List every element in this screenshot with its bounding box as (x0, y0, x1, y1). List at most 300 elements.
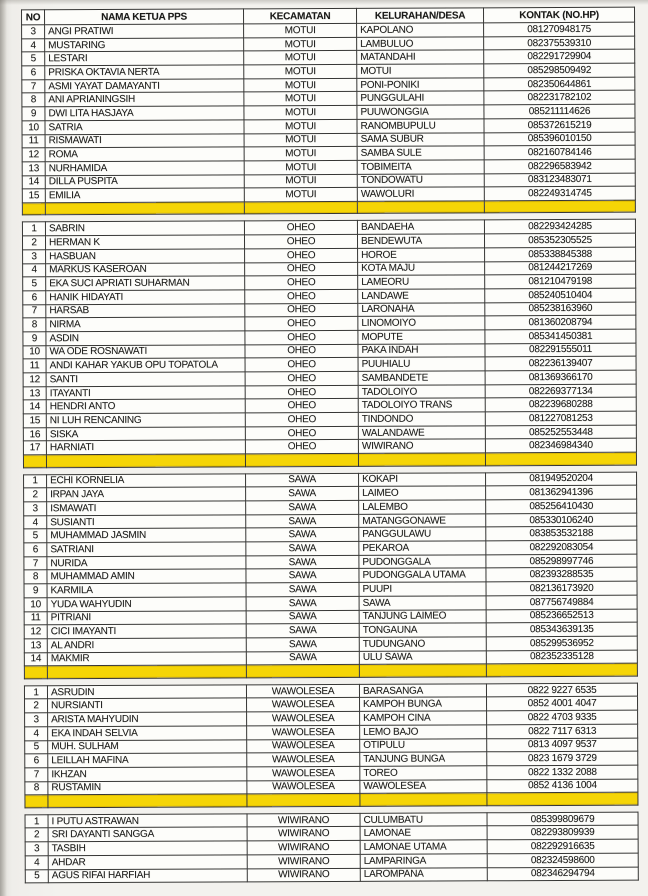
cell-kontak: 082375539310 (484, 36, 635, 50)
cell-kecamatan: WIWIRANO (247, 840, 360, 854)
cell-no: 4 (25, 727, 48, 741)
cell-kelurahan: WAWOLESEA (360, 779, 487, 793)
cell-kecamatan: SAWA (246, 500, 359, 514)
cell-name: ASMI YAYAT DAMAYANTI (45, 79, 244, 94)
cell-name: EMILIA (45, 188, 244, 203)
cell-kontak: 082291555011 (485, 343, 636, 357)
cell-kelurahan: PUNGGULAHI (357, 91, 484, 105)
cell-kelurahan: LAMONAE (360, 826, 487, 840)
cell-name: MUHAMMAD AMIN (47, 569, 246, 584)
cell-kelurahan: PANGGULAWU (359, 527, 486, 541)
cell-kontak: 0813 4097 9537 (487, 738, 638, 752)
separator-cell (244, 201, 357, 214)
cell-kecamatan: OHEO (245, 330, 358, 344)
cell-kelurahan: TONGAUNA (359, 623, 486, 637)
cell-name: HARSAB (46, 303, 245, 318)
cell-name: YUDA WAHYUDIN (47, 597, 246, 612)
cell-kecamatan: MOTUI (244, 105, 357, 119)
cell-no: 3 (25, 842, 48, 856)
cell-kelurahan: BANDAEHA (357, 220, 484, 234)
separator-cell (22, 203, 45, 216)
cell-no: 8 (25, 781, 48, 795)
cell-kelurahan: LAROMPANA (360, 867, 487, 881)
separator-cell (247, 794, 360, 807)
cell-kecamatan: OHEO (245, 371, 358, 385)
cell-kelurahan: CULUMBATU (360, 813, 487, 827)
cell-kontak: 082291729904 (484, 50, 635, 64)
cell-kecamatan: WAWOLESEA (247, 766, 360, 780)
cell-kecamatan: MOTUI (244, 64, 357, 78)
cell-kontak: 082231782102 (484, 91, 635, 105)
section-table-oheo (22, 219, 637, 468)
cell-no: 12 (24, 625, 47, 639)
cell-no: 4 (24, 515, 47, 529)
cell-no: 13 (24, 639, 47, 653)
cell-kelurahan: BENDEWUTA (357, 234, 484, 248)
cell-name: PITRIANI (47, 610, 246, 625)
cell-name: ANI APRIANINGSIH (45, 92, 244, 107)
cell-no: 3 (23, 250, 46, 264)
separator-cell (47, 665, 246, 678)
separator-cell (245, 453, 358, 466)
cell-kelurahan: LINOMOIYO (358, 316, 485, 330)
cell-kecamatan: SAWA (246, 582, 359, 596)
yellow-separator-row (24, 663, 637, 678)
cell-no: 4 (23, 263, 46, 277)
cell-name: ISMAWATI (47, 501, 246, 516)
cell-name: DWI LITA HASJAYA (45, 106, 244, 121)
cell-no: 8 (23, 318, 46, 332)
separator-cell (357, 201, 484, 214)
cell-no: 5 (23, 277, 46, 291)
cell-kontak: 081360208794 (485, 315, 636, 329)
separator-cell (24, 666, 47, 679)
cell-kelurahan: TINDONDO (358, 412, 485, 426)
cell-name: SATRIA (45, 120, 244, 135)
cell-kontak: 085396010150 (484, 132, 635, 146)
cell-no: 14 (23, 400, 46, 414)
column-header: NO (22, 10, 45, 25)
cell-no: 12 (23, 373, 46, 387)
cell-name: LEILLAH MAFINA (48, 753, 247, 768)
cell-no: 1 (24, 474, 47, 488)
cell-kecamatan: MOTUI (244, 92, 357, 106)
yellow-separator-row (25, 792, 638, 807)
cell-no: 9 (22, 107, 45, 121)
cell-kecamatan: OHEO (245, 276, 358, 290)
cell-kelurahan: PUUWONGGIA (357, 105, 484, 119)
cell-kontak: 082236139407 (485, 356, 636, 370)
yellow-separator-row (22, 200, 635, 215)
cell-no: 14 (22, 175, 45, 189)
cell-kecamatan: SAWA (246, 637, 359, 651)
separator-cell (48, 794, 247, 807)
cell-kecamatan: OHEO (245, 358, 358, 372)
cell-kontak: 085399809679 (487, 812, 638, 826)
cell-kontak: 081362941396 (486, 485, 637, 499)
cell-name: ROMA (45, 147, 244, 162)
cell-no: 5 (24, 529, 47, 543)
cell-kecamatan: SAWA (246, 569, 359, 583)
separator-cell (359, 664, 486, 677)
cell-no: 11 (23, 359, 46, 373)
cell-name: ANDI KAHAR YAKUB OPU TOPATOLA (46, 358, 245, 373)
cell-name: WA ODE ROSNAWATI (46, 344, 245, 359)
cell-kelurahan: PUUPI (359, 582, 486, 596)
cell-kecamatan: WIWIRANO (247, 868, 360, 882)
cell-kontak: 0822 1332 2088 (487, 765, 638, 779)
cell-kelurahan: PUUHIALU (358, 357, 485, 371)
cell-kelurahan: KOKAPI (359, 472, 486, 486)
cell-kelurahan: BARASANGA (359, 684, 486, 698)
cell-no: 17 (23, 441, 46, 455)
cell-name: SUSIANTI (47, 515, 246, 530)
cell-kecamatan: SAWA (246, 610, 359, 624)
cell-kontak: 082293809939 (487, 826, 638, 840)
cell-name: RISMAWATI (45, 133, 244, 148)
cell-kelurahan: TADOLOIYO (358, 385, 485, 399)
cell-kelurahan: TUDUNGANO (359, 637, 486, 651)
cell-no: 9 (24, 584, 47, 598)
cell-kontak: 082293424285 (484, 220, 635, 234)
cell-kontak: 082160784146 (484, 145, 635, 159)
cell-kontak: 085211114626 (484, 104, 635, 118)
cell-kecamatan: WAWOLESEA (246, 684, 359, 698)
section-table-wiwirano (25, 811, 639, 883)
cell-kontak: 085298997746 (486, 554, 637, 568)
cell-name: NURIDA (47, 556, 246, 571)
cell-no: 5 (25, 869, 48, 883)
cell-no: 8 (24, 570, 47, 584)
cell-kecamatan: WAWOLESEA (247, 780, 360, 794)
cell-no: 7 (24, 556, 47, 570)
cell-kontak: 085341450381 (485, 329, 636, 343)
separator-cell (484, 200, 635, 213)
cell-name: NURSIANTI (48, 698, 247, 713)
cell-kecamatan: MOTUI (244, 51, 357, 65)
cell-no: 3 (25, 713, 48, 727)
cell-kontak: 085299536952 (486, 636, 637, 650)
cell-no: 2 (22, 236, 45, 250)
cell-kontak: 082346984340 (485, 439, 636, 453)
cell-no: 6 (25, 754, 48, 768)
cell-kontak: 085330106240 (486, 513, 637, 527)
cell-no: 1 (24, 685, 47, 699)
cell-kelurahan: LANDAWE (358, 289, 485, 303)
cell-kelurahan: MATANGGONAWE (359, 514, 486, 528)
cell-name: PRISKA OKTAVIA NERTA (45, 65, 244, 80)
cell-name: MUHAMMAD JASMIN (47, 528, 246, 543)
cell-kelurahan: HOROE (358, 248, 485, 262)
cell-kontak: 082249314745 (484, 186, 635, 200)
cell-kecamatan: OHEO (244, 234, 357, 248)
cell-kelurahan: KAMPOH BUNGA (360, 697, 487, 711)
cell-kecamatan: MOTUI (244, 160, 357, 174)
cell-kecamatan: SAWA (246, 555, 359, 569)
cell-kecamatan: WAWOLESEA (247, 698, 360, 712)
cell-no: 1 (25, 814, 48, 828)
cell-no: 11 (24, 611, 47, 625)
separator-cell (45, 202, 244, 215)
cell-name: HERMAN K (45, 235, 244, 250)
cell-name: EKA SUCI APRIATI SUHARMAN (46, 276, 245, 291)
cell-kontak: 082292916635 (487, 839, 638, 853)
cell-kecamatan: OHEO (245, 426, 358, 440)
cell-kontak: 087756749884 (486, 595, 637, 609)
cell-kecamatan: SAWA (246, 651, 359, 665)
cell-name: MUSTARING (45, 38, 244, 53)
cell-kecamatan: MOTUI (244, 78, 357, 92)
separator-cell (487, 792, 638, 805)
separator-cell (246, 665, 359, 678)
cell-kontak: 082296583942 (484, 159, 635, 173)
cell-kelurahan: MOPUTE (358, 330, 485, 344)
cell-kecamatan: WIWIRANO (247, 854, 360, 868)
cell-no: 2 (24, 488, 47, 502)
cell-kelurahan: LALEMBO (359, 500, 486, 514)
cell-kontak: 085240510404 (485, 288, 636, 302)
cell-kecamatan: MOTUI (244, 23, 357, 37)
cell-name: RUSTAMIN (48, 780, 247, 795)
table-row (25, 867, 638, 883)
cell-kontak: 0852 4136 1004 (487, 779, 638, 793)
separator-cell (360, 793, 487, 806)
cell-name: MUH. SULHAM (48, 739, 247, 754)
cell-kecamatan: OHEO (245, 412, 358, 426)
cell-no: 15 (22, 189, 45, 203)
cell-kontak: 082324598600 (487, 853, 638, 867)
cell-kelurahan: LAMONAE UTAMA (360, 840, 487, 854)
cell-name: HANIK HIDAYATI (46, 290, 245, 305)
cell-kontak: 082239680288 (485, 398, 636, 412)
cell-no: 15 (23, 414, 46, 428)
cell-name: IKHZAN (48, 767, 247, 782)
cell-no: 11 (22, 134, 45, 148)
cell-kelurahan: MATANDAHI (357, 50, 484, 64)
cell-kecamatan: MOTUI (244, 188, 357, 202)
cell-no: 9 (23, 332, 46, 346)
cell-kontak: 081227081253 (485, 411, 636, 425)
cell-kecamatan: SAWA (246, 541, 359, 555)
cell-name: DILLA PUSPITA (45, 174, 244, 189)
cell-kontak: 0823 1679 3729 (487, 751, 638, 765)
cell-kelurahan: LAMPARINGA (360, 854, 487, 868)
cell-no: 6 (23, 291, 46, 305)
separator-cell (46, 454, 245, 467)
cell-kontak: 0852 4001 4047 (487, 697, 638, 711)
cell-kontak: 082269377134 (485, 384, 636, 398)
cell-kelurahan: PAKA INDAH (358, 343, 485, 357)
cell-kontak: 0822 4703 9335 (487, 710, 638, 724)
cell-kontak: 085343639135 (486, 622, 637, 636)
cell-kontak: 085352305525 (484, 233, 635, 247)
separator-cell (358, 453, 485, 466)
cell-no: 6 (24, 543, 47, 557)
cell-name: HENDRI ANTO (46, 399, 245, 414)
cell-kecamatan: MOTUI (244, 119, 357, 133)
cell-name: LESTARI (45, 51, 244, 66)
cell-no: 10 (22, 121, 45, 135)
cell-kelurahan: PUDONGGALA UTAMA (359, 568, 486, 582)
cell-kelurahan: PUDONGGALA (359, 555, 486, 569)
cell-name: ANGI PRATIWI (45, 24, 244, 39)
cell-kelurahan: TONDOWATU (357, 173, 484, 187)
cell-kecamatan: WIWIRANO (247, 813, 360, 827)
cell-kecamatan: OHEO (244, 221, 357, 235)
column-header: KELURAHAN/DESA (357, 8, 484, 24)
cell-kecamatan: OHEO (245, 440, 358, 454)
cell-no: 13 (23, 386, 46, 400)
cell-name: SRI DAYANTI SANGGA (48, 827, 247, 842)
cell-name: AGUS RIFAI HARFIAH (48, 868, 247, 883)
cell-kelurahan: LAMEORU (358, 275, 485, 289)
cell-name: MARKUS KASEROAN (46, 262, 245, 277)
cell-name: ARISTA MAHYUDIN (48, 712, 247, 727)
cell-name: IRPAN JAYA (47, 487, 246, 502)
cell-kecamatan: WIWIRANO (247, 827, 360, 841)
cell-kontak: 082352335128 (486, 650, 637, 664)
cell-kecamatan: SAWA (246, 473, 359, 487)
cell-no: 5 (22, 52, 45, 66)
cell-name: ASRUDIN (47, 685, 246, 700)
cell-name: AL ANDRI (47, 638, 246, 653)
cell-kontak: 082393288535 (486, 568, 637, 582)
cell-kecamatan: OHEO (245, 262, 358, 276)
cell-kelurahan: TANJUNG LAIMEO (359, 609, 486, 623)
cell-kecamatan: MOTUI (244, 147, 357, 161)
cell-kecamatan: WAWOLESEA (247, 753, 360, 767)
cell-no: 1 (22, 222, 45, 236)
cell-kelurahan: LAIMEO (359, 486, 486, 500)
cell-no: 3 (24, 502, 47, 516)
cell-no: 4 (25, 856, 48, 870)
cell-kecamatan: MOTUI (244, 174, 357, 188)
cell-kecamatan: WAWOLESEA (247, 739, 360, 753)
cell-no: 7 (22, 79, 45, 93)
cell-kelurahan: WALANDAWE (358, 426, 485, 440)
cell-kelurahan: PEKAROA (359, 541, 486, 555)
cell-kontak: 085236652513 (486, 609, 637, 623)
cell-name: MAKMIR (47, 651, 246, 666)
cell-kelurahan: KOTA MAJU (358, 261, 485, 275)
cell-kontak: 083123483071 (484, 173, 635, 187)
cell-kelurahan: RANOMBUPULU (357, 119, 484, 133)
column-header: KONTAK (NO.HP) (484, 7, 635, 23)
cell-kelurahan: ULU SAWA (359, 650, 486, 664)
cell-kecamatan: WAWOLESEA (247, 711, 360, 725)
cell-no: 2 (25, 828, 48, 842)
cell-kecamatan: MOTUI (244, 37, 357, 51)
cell-no: 7 (23, 304, 46, 318)
cell-no: 3 (22, 25, 45, 39)
cell-kecamatan: OHEO (245, 317, 358, 331)
cell-kelurahan: SAMBA SULE (357, 146, 484, 160)
cell-kecamatan: OHEO (245, 248, 358, 262)
cell-no: 16 (23, 427, 46, 441)
cell-kelurahan: LARONAHA (358, 302, 485, 316)
cell-name: I PUTU ASTRAWAN (48, 814, 247, 829)
cell-kecamatan: SAWA (246, 528, 359, 542)
cell-kelurahan: TANJUNG BUNGA (360, 752, 487, 766)
cell-no: 10 (24, 598, 47, 612)
cell-name: SANTI (46, 372, 245, 387)
cell-name: SISKA (46, 427, 245, 442)
cell-no: 2 (25, 699, 48, 713)
cell-kecamatan: OHEO (245, 303, 358, 317)
cell-name: KARMILA (47, 583, 246, 598)
cell-kelurahan: TOBIMEITA (357, 160, 484, 174)
cell-kelurahan: PONI-PONIKI (357, 78, 484, 92)
cell-kelurahan: SAWA (359, 596, 486, 610)
cell-kontak: 081270948175 (484, 22, 635, 36)
cell-kontak: 081949520204 (486, 472, 637, 486)
cell-no: 7 (25, 768, 48, 782)
cell-kecamatan: OHEO (245, 344, 358, 358)
cell-kecamatan: OHEO (245, 399, 358, 413)
cell-kontak: 0822 7117 6313 (487, 724, 638, 738)
section-table-wawolesea (24, 682, 639, 808)
cell-kelurahan: LEMO BAJO (360, 725, 487, 739)
cell-kecamatan: SAWA (246, 487, 359, 501)
cell-kontak: 085238163960 (485, 302, 636, 316)
cell-name: AHDAR (48, 855, 247, 870)
cell-no: 5 (25, 740, 48, 754)
cell-name: HASBUAN (46, 249, 245, 264)
cell-kecamatan: SAWA (246, 596, 359, 610)
pps-contact-table (21, 7, 639, 890)
cell-name: TASBIH (48, 841, 247, 856)
cell-kelurahan: SAMA SUBUR (357, 132, 484, 146)
cell-kecamatan: OHEO (245, 289, 358, 303)
cell-name: ECHI KORNELIA (47, 473, 246, 488)
separator-cell (486, 663, 637, 676)
column-header: KECAMATAN (244, 8, 357, 23)
cell-kontak: 082292083054 (486, 540, 637, 554)
cell-kelurahan: TADOLOIYO TRANS (358, 398, 485, 412)
cell-kontak: 082350644861 (484, 77, 635, 91)
cell-kontak: 085372615219 (484, 118, 635, 132)
cell-kontak: 085298509492 (484, 63, 635, 77)
cell-kelurahan: SAMBANDETE (358, 371, 485, 385)
separator-cell (485, 452, 636, 465)
cell-kecamatan: MOTUI (244, 133, 357, 147)
cell-kelurahan: WIWIRANO (358, 439, 485, 453)
cell-kontak: 083853532188 (486, 527, 637, 541)
cell-kelurahan: KAMPOH CINA (360, 711, 487, 725)
cell-kontak: 085338845388 (485, 247, 636, 261)
cell-kelurahan: KAPOLANO (357, 23, 484, 37)
cell-no: 8 (22, 93, 45, 107)
cell-no: 6 (22, 66, 45, 80)
cell-kelurahan: LAMBULUO (357, 37, 484, 51)
cell-kontak: 081369366170 (485, 370, 636, 384)
cell-kontak: 081210479198 (485, 274, 636, 288)
cell-kelurahan: TOREO (360, 766, 487, 780)
cell-kontak: 085256410430 (486, 499, 637, 513)
section-table-sawa (23, 471, 638, 679)
cell-name: CICI IMAYANTI (47, 624, 246, 639)
cell-no: 14 (24, 652, 47, 666)
cell-kontak: 081244217269 (485, 261, 636, 275)
cell-name: SABRIN (45, 221, 244, 236)
cell-kecamatan: SAWA (246, 514, 359, 528)
cell-no: 4 (22, 38, 45, 52)
section-table-motui (21, 7, 636, 216)
cell-kelurahan: MOTUI (357, 64, 484, 78)
cell-kelurahan: OTIPULU (360, 738, 487, 752)
cell-name: NURHAMIDA (45, 161, 244, 176)
column-header: NAMA KETUA PPS (45, 9, 244, 25)
